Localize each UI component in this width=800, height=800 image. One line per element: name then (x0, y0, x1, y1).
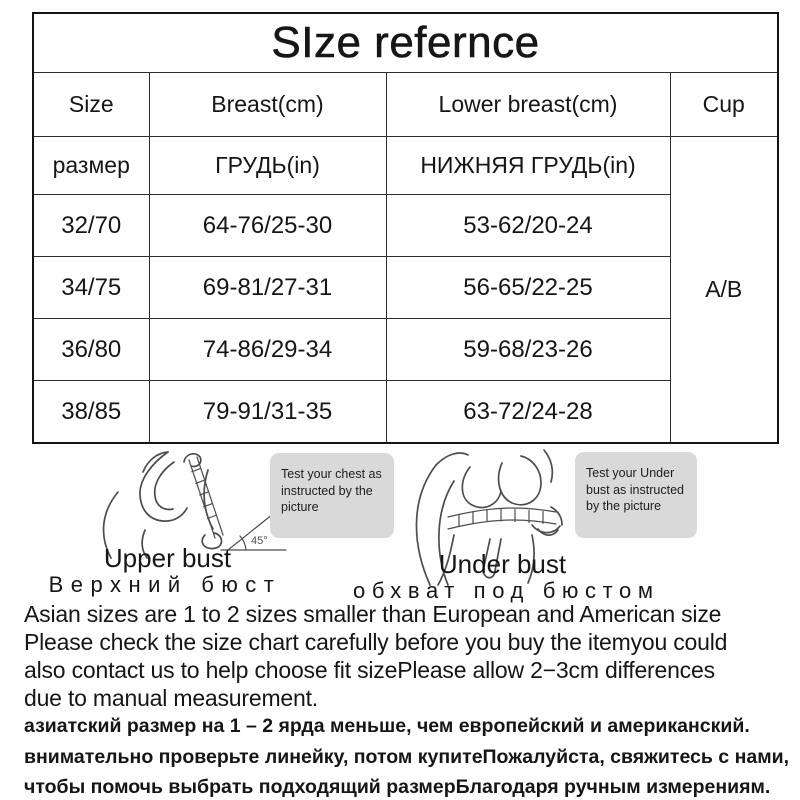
page-title: SIze refernce (33, 13, 778, 73)
cup-value-cell: A/B (670, 137, 778, 444)
size-cell: 38/85 (33, 381, 149, 444)
col-header-lower-breast-in-ru: НИЖНЯЯ ГРУДЬ(in) (386, 137, 670, 195)
table-row (33, 137, 778, 195)
size-note-ru (24, 711, 789, 800)
under-bust-caption: Under bust (438, 549, 567, 579)
note-line: чтобы помочь выбрать подходящий размерБлагодаря ручным измерениям. (24, 776, 771, 798)
col-header-cup: Cup (670, 73, 778, 137)
size-cell: 36/80 (33, 319, 149, 381)
table-row (33, 319, 778, 381)
size-note-en (24, 600, 727, 712)
size-cell: 32/70 (33, 195, 149, 257)
col-header-lower-breast-cm: Lower breast(cm) (386, 73, 670, 137)
upper-bust-caption: Upper bust (103, 543, 232, 573)
note-line: Asian sizes are 1 to 2 sizes smaller than European and American size (24, 601, 722, 627)
note-line: азиатский размер на 1 – 2 ярда меньше, чем европейский и американский. (24, 715, 750, 737)
size-cell: 34/75 (33, 257, 149, 319)
breast-cell: 69-81/27-31 (149, 257, 386, 319)
under-bust-caption-ru: обхват под бюстом (353, 578, 660, 603)
table-row (33, 73, 778, 137)
breast-cell: 79-91/31-35 (149, 381, 386, 444)
upper-bust-note: Test your chest as instructed by the picture (270, 453, 394, 538)
note-line: due to manual measurement. (24, 685, 318, 711)
table-row (33, 381, 778, 444)
lower-breast-cell: 53-62/20-24 (386, 195, 670, 257)
breast-cell: 64-76/25-30 (149, 195, 386, 257)
under-bust-note: Test your Under bust as instructed by the picture (575, 452, 697, 538)
col-header-size-ru: размер (33, 137, 149, 195)
col-header-breast-in-ru: ГРУДЬ(in) (149, 137, 386, 195)
note-line: внимательно проверьте линейку, потом купитеПожалуйста, свяжитесь с нами, (24, 745, 790, 768)
col-header-size: Size (33, 73, 149, 137)
lower-breast-cell: 63-72/24-28 (386, 381, 670, 444)
breast-cell: 74-86/29-34 (149, 319, 386, 381)
table-row (33, 13, 778, 73)
note-line: also contact us to help choose fit sizePlease allow 2−3cm differences (24, 657, 715, 683)
size-table (32, 12, 779, 444)
table-row (33, 195, 778, 257)
upper-bust-caption-ru: Верхний бюст (48, 572, 282, 597)
note-line: Please check the size chart carefully before you buy the itemyou could (24, 629, 728, 655)
table-row (33, 257, 778, 319)
col-header-breast-cm: Breast(cm) (149, 73, 386, 137)
angle-45-label: 45° (251, 535, 268, 547)
lower-breast-cell: 59-68/23-26 (386, 319, 670, 381)
lower-breast-cell: 56-65/22-25 (386, 257, 670, 319)
